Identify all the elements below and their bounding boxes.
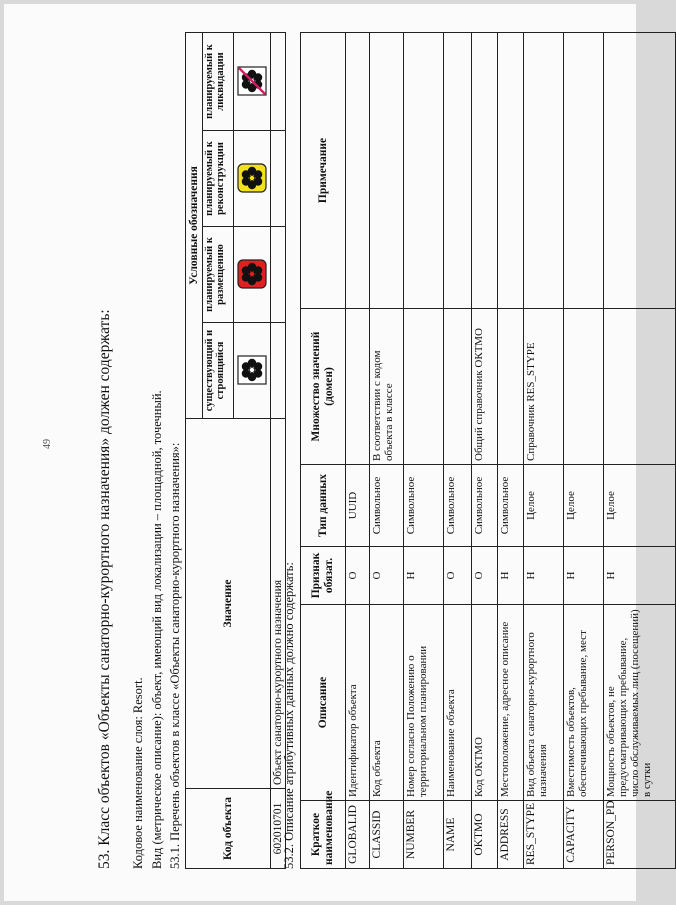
attr-description: Код объекта bbox=[370, 605, 404, 801]
attr-header-description: Описание bbox=[301, 605, 346, 801]
attr-data-type: Символьное bbox=[498, 465, 524, 547]
symbol-cell-reconstruction bbox=[234, 131, 271, 227]
symbol-cell-liquidation bbox=[234, 32, 271, 130]
attr-short-name: CAPACITY bbox=[564, 801, 604, 869]
object-value-cell: Объект санаторно-курортного назначения bbox=[271, 419, 286, 789]
attr-data-type: Символьное bbox=[472, 465, 498, 547]
attr-description: Мощность объектов, не предусматривающих пребывание, число обслуживаемых лиц (посещений) в сутки bbox=[604, 605, 676, 801]
col-header-code: Код объекта bbox=[186, 789, 271, 869]
objects-table bbox=[185, 32, 286, 869]
attr-header-data-type: Тип данных bbox=[301, 465, 346, 547]
layer-code-line: Кодовое наименование слоя: Resort. bbox=[131, 677, 145, 869]
attr-data-type: Целое bbox=[524, 465, 564, 547]
attr-domain: Справочник RES_STYPE bbox=[524, 309, 564, 465]
attr-header-short-name: Краткое наименование bbox=[301, 801, 346, 869]
attr-domain: Общий справочник ОКТМО bbox=[472, 309, 498, 465]
table-row bbox=[498, 33, 524, 869]
attr-note bbox=[604, 33, 676, 309]
flower-symbol-planned-icon bbox=[237, 260, 267, 290]
attr-data-type: Целое bbox=[564, 465, 604, 547]
attr-description: Наименование объекта bbox=[444, 605, 472, 801]
table-row bbox=[404, 33, 444, 869]
attr-description: Код ОКТМО bbox=[472, 605, 498, 801]
symbol-cell-planned bbox=[234, 227, 271, 323]
attr-description: Номер согласно Положению о территориальном планировании bbox=[404, 605, 444, 801]
symbol-cell-existing bbox=[234, 323, 271, 419]
flower-symbol-reconstruction-icon bbox=[237, 164, 267, 194]
attr-data-type: UUID bbox=[346, 465, 370, 547]
col-header-symbols: Условные обозначения bbox=[186, 32, 203, 418]
attr-data-type: Целое bbox=[604, 465, 676, 547]
attr-domain bbox=[604, 309, 676, 465]
attr-header-domain: Множество значений (домен) bbox=[301, 309, 346, 465]
attributes-title: 53.2. Описание атрибутивных данных должно содержать: bbox=[282, 562, 296, 869]
rotated-content bbox=[4, 4, 653, 897]
table-row bbox=[444, 33, 472, 869]
table-row bbox=[524, 33, 564, 869]
flower-symbol-liquidation-icon bbox=[237, 66, 267, 96]
attr-note bbox=[564, 33, 604, 309]
attr-note bbox=[524, 33, 564, 309]
empty-cell bbox=[271, 323, 286, 419]
page-number: 49 bbox=[42, 439, 53, 449]
sub-header-liquidation: планируемый к ликвидации bbox=[203, 32, 234, 130]
attr-domain bbox=[564, 309, 604, 465]
empty-cell bbox=[271, 227, 286, 323]
table-row bbox=[370, 33, 404, 869]
attr-description: Вместимость объектов, обеспечивающих пребывание, мест bbox=[564, 605, 604, 801]
attr-description: Местоположение, адресное описание bbox=[498, 605, 524, 801]
objects-list-title: 53.1. Перечень объектов в классе «Объекты санаторно-курортного назначения»: bbox=[168, 442, 182, 869]
attr-note bbox=[346, 33, 370, 309]
attr-short-name: GLOBALID bbox=[346, 801, 370, 869]
attr-required: О bbox=[444, 547, 472, 605]
empty-cell bbox=[271, 32, 286, 130]
attr-required: Н bbox=[524, 547, 564, 605]
attr-short-name: NUMBER bbox=[404, 801, 444, 869]
attr-domain bbox=[404, 309, 444, 465]
attr-domain bbox=[498, 309, 524, 465]
table-row bbox=[564, 33, 604, 869]
attr-required: Н bbox=[498, 547, 524, 605]
attr-short-name: CLASSID bbox=[370, 801, 404, 869]
attr-note bbox=[404, 33, 444, 309]
empty-cell bbox=[271, 131, 286, 227]
attr-note bbox=[472, 33, 498, 309]
table-row bbox=[472, 33, 498, 869]
attr-description: Вид объекта санаторно-курортного назначения bbox=[524, 605, 564, 801]
attr-short-name: ADDRESS bbox=[498, 801, 524, 869]
attr-short-name: OKTMO bbox=[472, 801, 498, 869]
sub-header-planned: планируемый к размещению bbox=[203, 227, 234, 323]
attr-header-required: Признак обязат. bbox=[301, 547, 346, 605]
attr-domain bbox=[444, 309, 472, 465]
attr-short-name: NAME bbox=[444, 801, 472, 869]
sub-header-reconstruction: планируемый к реконструкции bbox=[203, 131, 234, 227]
table-row bbox=[346, 33, 370, 869]
attr-domain bbox=[346, 309, 370, 465]
col-header-value: Значение bbox=[186, 419, 271, 789]
sub-header-existing: существующий и строящийся bbox=[203, 323, 234, 419]
section-heading: 53. Класс объектов «Объекты санаторно-курортного назначения» должен содержать: bbox=[96, 309, 113, 869]
attr-header-note: Примечание bbox=[301, 33, 346, 309]
attr-description: Идентификатор объекта bbox=[346, 605, 370, 801]
attr-required: О bbox=[346, 547, 370, 605]
attr-required: Н bbox=[604, 547, 676, 605]
attr-required: Н bbox=[404, 547, 444, 605]
geometry-type-line: Вид (метрическое описание): объект, имеющий вид локализации – площадной, точечный. bbox=[150, 390, 164, 869]
flower-symbol-existing-icon bbox=[237, 356, 267, 386]
attr-data-type: Символьное bbox=[444, 465, 472, 547]
attr-required: О bbox=[472, 547, 498, 605]
document-page bbox=[4, 4, 653, 901]
attr-domain: В соответствии с кодом объекта в классе bbox=[370, 309, 404, 465]
attr-short-name: RES_STYPE bbox=[524, 801, 564, 869]
attr-note bbox=[370, 33, 404, 309]
attr-short-name: PERSON_PD bbox=[604, 801, 676, 869]
object-code-cell: 602010701 bbox=[271, 789, 286, 869]
table-row bbox=[604, 33, 676, 869]
attr-note bbox=[444, 33, 472, 309]
attr-required: О bbox=[370, 547, 404, 605]
attributes-table bbox=[300, 32, 676, 869]
attr-data-type: Символьное bbox=[404, 465, 444, 547]
attr-note bbox=[498, 33, 524, 309]
attr-required: Н bbox=[564, 547, 604, 605]
attr-data-type: Символьное bbox=[370, 465, 404, 547]
